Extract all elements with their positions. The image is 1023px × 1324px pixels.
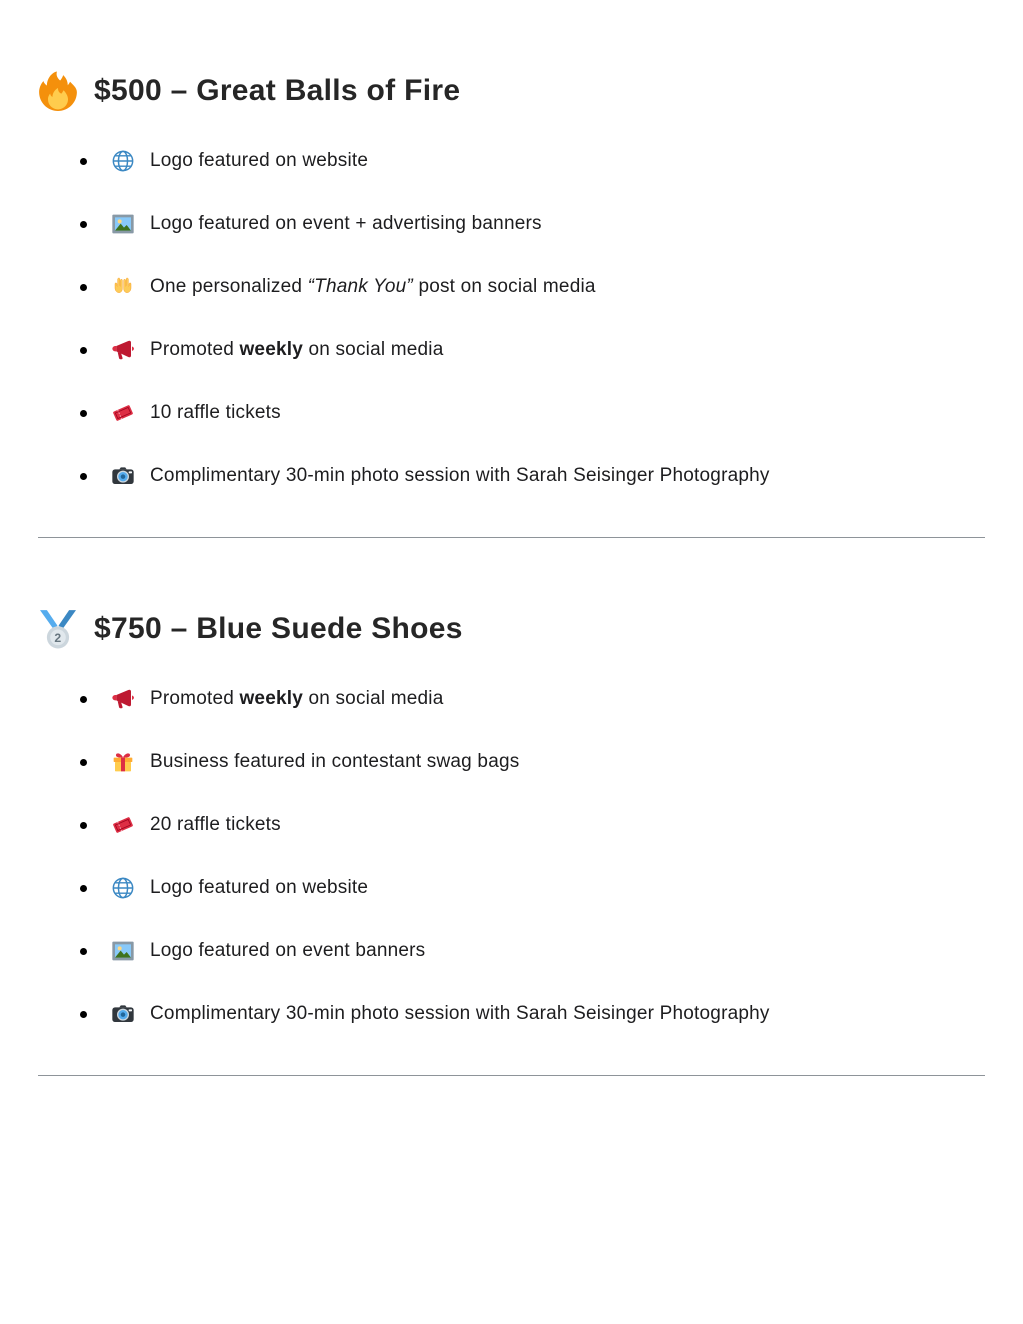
tier-section-750 (38, 608, 985, 1027)
bullet-dot (80, 347, 87, 354)
benefit-text (150, 1001, 985, 1027)
text-segment: weekly (239, 339, 303, 360)
megaphone-icon (111, 338, 135, 362)
text-segment: post on social media (412, 276, 596, 297)
benefit-item (80, 686, 985, 712)
benefit-text (150, 686, 985, 712)
raising-hands-icon (111, 275, 135, 299)
globe-icon (111, 876, 135, 900)
ticket-icon (111, 401, 135, 425)
benefit-text (150, 337, 985, 363)
camera-icon (111, 1002, 135, 1026)
framed-picture-icon (111, 939, 135, 963)
benefit-text (150, 274, 985, 300)
benefit-text (150, 463, 985, 489)
bullet-dot (80, 759, 87, 766)
text-segment: Logo featured on event banners (150, 940, 426, 961)
text-segment: on social media (302, 339, 444, 360)
benefit-item (80, 400, 985, 426)
section-divider (38, 537, 985, 538)
benefit-item (80, 875, 985, 901)
tier-heading (38, 70, 985, 112)
text-segment: Promoted (150, 339, 240, 360)
benefit-text (150, 211, 985, 237)
tier-section-500 (38, 70, 985, 489)
svg-text:2: 2 (54, 630, 62, 645)
framed-picture-icon (111, 212, 135, 236)
bullet-dot (80, 221, 87, 228)
text-segment: Logo featured on website (150, 877, 369, 898)
benefit-item (80, 337, 985, 363)
benefit-item (80, 211, 985, 237)
benefit-item (80, 463, 985, 489)
tier-heading-text: $500 – Great Balls of Fire (94, 74, 461, 107)
bullet-dot (80, 885, 87, 892)
text-segment: Logo featured on event + advertising banners (150, 213, 542, 234)
bullet-dot (80, 1011, 87, 1018)
bullet-dot (80, 948, 87, 955)
text-segment: on social media (302, 688, 444, 709)
benefit-text (150, 938, 985, 964)
bullet-dot (80, 410, 87, 417)
text-segment: Business featured in contestant swag bags (150, 751, 520, 772)
silver-medal-icon (38, 609, 78, 649)
text-segment: weekly (239, 688, 303, 709)
text-segment: Logo featured on website (150, 150, 369, 171)
globe-icon (111, 149, 135, 173)
text-segment: One personalized (150, 276, 308, 297)
benefit-item (80, 749, 985, 775)
benefit-list (80, 686, 985, 1027)
text-segment: Promoted (150, 688, 240, 709)
camera-icon (111, 464, 135, 488)
benefit-text (150, 875, 985, 901)
bullet-dot (80, 822, 87, 829)
tier-heading-text: $750 – Blue Suede Shoes (94, 612, 463, 645)
text-segment: 10 raffle tickets (150, 402, 281, 423)
benefit-item (80, 812, 985, 838)
text-segment: 20 raffle tickets (150, 814, 281, 835)
bullet-dot (80, 284, 87, 291)
text-segment: Complimentary 30-min photo session with Sarah Seisinger Photography (150, 1003, 770, 1024)
section-divider (38, 1075, 985, 1076)
benefit-item (80, 274, 985, 300)
gift-icon (111, 750, 135, 774)
ticket-icon (111, 813, 135, 837)
benefit-text (150, 749, 985, 775)
tier-heading (38, 608, 985, 650)
bullet-dot (80, 696, 87, 703)
benefit-item (80, 938, 985, 964)
benefit-text (150, 400, 985, 426)
benefit-text (150, 812, 985, 838)
benefit-list (80, 148, 985, 489)
text-segment: Complimentary 30-min photo session with Sarah Seisinger Photography (150, 465, 770, 486)
benefit-item (80, 148, 985, 174)
bullet-dot (80, 473, 87, 480)
benefit-text (150, 148, 985, 174)
fire-icon (38, 71, 78, 111)
text-segment: “Thank You” (307, 276, 413, 297)
benefit-item (80, 1001, 985, 1027)
megaphone-icon (111, 687, 135, 711)
bullet-dot (80, 158, 87, 165)
